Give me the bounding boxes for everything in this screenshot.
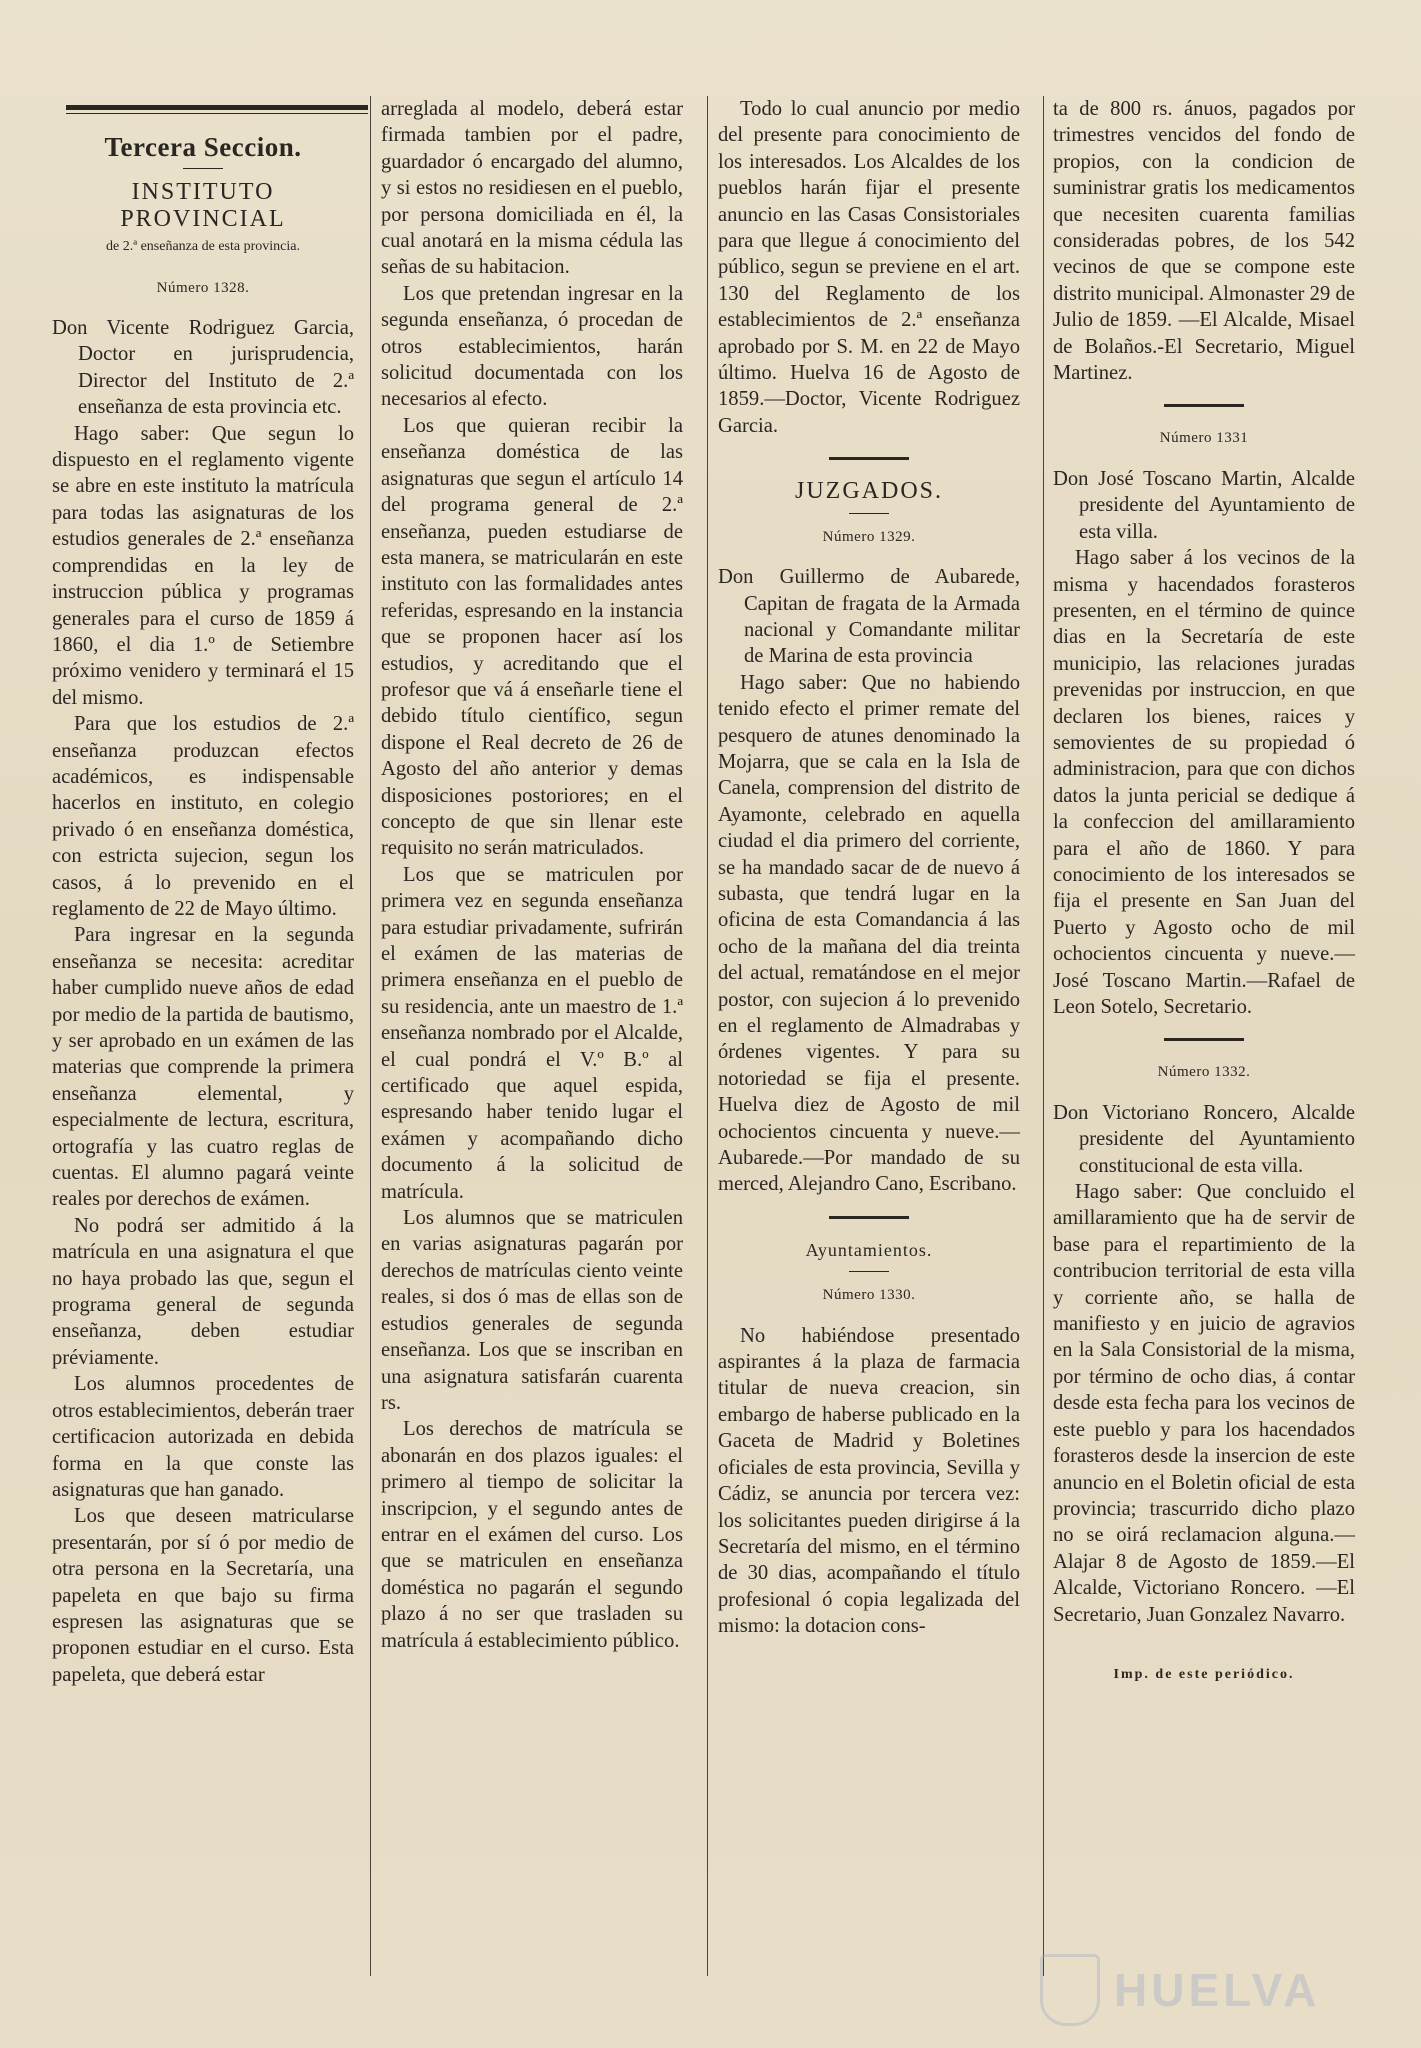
paragraph: Los derechos de matrícula se abonarán en dos plazos iguales: el primero al tiempo de solicitar la inscripcion, y el segundo antes de entrar en el exámen del curso. Los que se matriculen en enseñanza doméstica no pagarán el segundo plazo á no ser que trasladen su matrícula á establecimiento público. — [381, 1418, 683, 1652]
paragraph: No podrá ser admitido á la matrícula en una asignatura el que no haya probado las que, segun el programa general de segunda enseñanza, deben estudiar préviamente. — [52, 1214, 354, 1369]
paragraph: Todo lo cual anuncio por medio del presente para conocimiento de los interesados. Los Alcaldes de los pueblos harán fijar el presente anuncio en las Casas Consistoriales para que llegue á conocimiento del público, segun se previene en el art. 130 del Reglamento de los establecimientos de 2.ª enseñanza aprobado por S. M. en 22 de Mayo último. Huelva 16 de Agosto de 1859.—Doctor, Vicente Rodriguez Garcia. — [718, 98, 1020, 437]
paragraph: arreglada al modelo, deberá estar firmada tambien por el padre, guardador ó encargado del alumno, y si estos no residiesen en el pueblo, por persona domiciliada en él, la cual anotará en la misma cédula las señas de su habitacion. — [381, 98, 683, 279]
paragraph: Los que pretendan ingresar en la segunda enseñanza, ó procedan de otros establecimientos, harán solicitud documentada con los necesarios al efecto. — [381, 282, 683, 411]
top-rule — [66, 105, 368, 110]
archive-watermark — [1040, 1950, 1370, 2030]
institute-heading: INSTITUTO PROVINCIAL — [120, 179, 286, 232]
top-rule-thin — [66, 113, 368, 114]
section-rule — [1164, 404, 1244, 407]
councils-heading: Ayuntamientos. — [805, 1239, 933, 1260]
watermark-text: HUELVA — [1114, 1964, 1321, 2016]
paragraph: Hago saber: Que segun lo dispuesto en el reglamento vigente se abre en este instituto la matrícula para todas las asignaturas de los estudios generales de 2.ª enseñanza comprendidas en la ley de instruccion pública y programas generales para el curso de 1859 á 1860, el dia 1.º de Setiembre próximo venidero y terminará el 15 del mismo. — [52, 422, 354, 709]
paragraph: Don Vicente Rodriguez Garcia, Doctor en jurisprudencia, Director del Instituto de 2.ª enseñanza de esta provincia etc. — [52, 317, 354, 419]
notice-number: Número 1328. — [156, 279, 250, 296]
column-divider — [707, 96, 708, 1976]
paragraph: Don José Toscano Martin, Alcalde presidente del Ayuntamiento de esta villa. — [1053, 467, 1355, 543]
paragraph: Los que se matriculen por primera vez en segunda enseñanza para estudiar privadamente, sufrirán el exámen de las materias de primera enseñanza en el pueblo de su residencia, ante un maestro de 1.ª enseñanza nombrado por el Alcalde, el cual pondrá el V.º B.º al certificado que aquel espida, espresando haber tenido lugar el exámen y acompañando dicho documento á la solicitud de matrícula. — [381, 863, 683, 1203]
paragraph: Hago saber: Que concluido el amillaramiento que ha de servir de base para el repartimiento de la contribucion territorial de esta villa y corriente año, se halla de manifiesto y en juicio de agravios en la Sala Consistorial de la misma, por término de ocho dias, á contar desde esta fecha para los vecinos de este pueblo y para los hacendados forasteros desde la insercion de este anuncio en el Boletin oficial de esta provincia; trascurrido dicho plazo no se oirá reclamacion alguna.—Alajar 8 de Agosto de 1859.—El Alcalde, Victoriano Roncero. —El Secretario, Juan Gonzalez Navarro. — [1053, 1181, 1355, 1626]
imprint: Imp. de este periódico. — [1113, 1666, 1295, 1682]
notice-number: Número 1329. — [822, 528, 916, 545]
short-rule — [849, 513, 889, 514]
courts-heading: JUZGADOS. — [794, 478, 943, 505]
column-divider — [370, 96, 371, 1976]
paragraph: Don Victoriano Roncero, Alcalde presidente del Ayuntamiento constitucional de esta villa. — [1053, 1101, 1355, 1177]
column-4 — [1053, 96, 1355, 1688]
section-title: Tercera Seccion. — [104, 132, 302, 162]
paragraph: Los alumnos procedentes de otros establecimientos, deberán traer certificacion autorizada en debida forma en la que conste las asignaturas que han ganado. — [52, 1373, 354, 1501]
paragraph: Para ingresar en la segunda enseñanza se necesita: acreditar haber cumplido nueve años de edad por medio de la partida de bautismo, y ser aprobado en un exámen de las materias que comprende la primera enseñanza elemental, y especialmente de lectura, escritura, ortografía y las cuatro reglas de cuentas. El alumno pagará veinte reales por derechos de exámen. — [52, 924, 354, 1211]
notice-number: Número 1330. — [822, 1287, 916, 1304]
institute-subheading: de 2.ª enseñanza de esta provincia. — [106, 239, 300, 255]
notice-number: Número 1332. — [1157, 1064, 1251, 1081]
section-rule — [829, 1216, 909, 1219]
section-rule — [1164, 1038, 1244, 1041]
notice-number: Número 1331 — [1159, 430, 1249, 447]
short-rule — [849, 1271, 889, 1272]
paragraph: Para que los estudios de 2.ª enseñanza produzcan efectos académicos, es indispensable hacerlos en instituto, en colegio privado ó en enseñanza doméstica, con estricta sujecion, segun los casos, á lo prevenido en el reglamento de 22 de Mayo último. — [52, 713, 354, 920]
column-1 — [52, 120, 354, 1688]
paragraph: Los que deseen matricularse presentarán, por sí ó por medio de otra persona en la Secretaría, una papeleta en que bajo su firma espresen las asignaturas que se proponen estudiar en el curso. Esta papeleta, que deberá estar — [52, 1505, 354, 1686]
paragraph: Don Guillermo de Aubarede, Capitan de fragata de la Armada nacional y Comandante militar de Marina de esta provincia — [718, 566, 1020, 668]
column-2 — [381, 96, 683, 1654]
paragraph: ta de 800 rs. ánuos, pagados por trimestres vencidos del fondo de propios, con la condicion de suministrar gratis los medicamentos que necesiten cuarenta familias consideradas pobres, de los 542 vecinos de que se compone este distrito municipal. Almonaster 29 de Julio de 1859. —El Alcalde, Misael de Bolaños.-El Secretario, Miguel Martinez. — [1053, 98, 1355, 385]
paragraph: Hago saber á los vecinos de la misma y hacendados forasteros presenten, en el término de quince dias en la Secretaría de este municipio, las relaciones juradas prevenidas por instruccion, en que declaren los bienes, raices y semovientes de su propiedad ó administracion, para que con dichos datos la junta pericial se dedique á la confeccion del amillaramiento para el año de 1860. Y para conocimiento de los interesados se fija el presente en San Juan del Puerto y Agosto ocho de mil ochocientos cincuenta y nueve.—José Toscano Martin.—Rafael de Leon Sotelo, Secretario. — [1053, 547, 1355, 1018]
column-divider — [1043, 96, 1044, 1976]
column-3 — [718, 96, 1020, 1640]
section-rule — [829, 457, 909, 460]
shield-icon — [1040, 1954, 1100, 2026]
paragraph: Los alumnos que se matriculen en varias asignaturas pagarán por derechos de matrículas ciento veinte reales, si dos ó mas de ellas son de estudios generales de segunda enseñanza. Los que se inscriban en una asignatura satisfarán cuarenta rs. — [381, 1207, 683, 1414]
paragraph: No habiéndose presentado aspirantes á la plaza de farmacia titular de nueva creacion, sin embargo de haberse publicado en la Gaceta de Madrid y Boletines oficiales de esta provincia, Sevilla y Cádiz, se anuncia por tercera vez: los solicitantes pueden dirigirse á la Secretaría del mismo, en el término de 30 dias, acompañando el título profesional ó copia legalizada del mismo: la dotacion cons- — [718, 1324, 1020, 1638]
paragraph: Hago saber: Que no habiendo tenido efecto el primer remate del pesquero de atunes denominado la Mojarra, que se cala en la Isla de Canela, comprension del distrito de Ayamonte, celebrado en aquella ciudad el dia primero del corriente, se ha mandado sacar de de nuevo á subasta, que tendrá lugar en la oficina de esta Comandancia á las ocho de la mañana del dia treinta del actual, rematándose en el mejor postor, con sujecion á lo prevenido en el reglamento de Almadrabas y órdenes vigentes. Y para su notoriedad se fija el presente. Huelva diez de Agosto de mil ochocientos cincuenta y nueve.—Aubarede.—Por mandado de su merced, Alejandro Cano, Escribano. — [718, 671, 1020, 1196]
short-rule — [183, 168, 223, 169]
paragraph: Los que quieran recibir la enseñanza doméstica de las asignaturas que segun el artículo 14 del programa general de 2.ª enseñanza, pueden estudiarse de esta manera, se matricularán en este instituto con las formalidades antes referidas, espresando en la instancia que se proponen hacer así los estudios, y acreditando que el profesor que vá á enseñarle tiene el debido título científico, segun dispone el Real decreto de 26 de Agosto del año anterior y demas disposiciones postoriores; en el concepto de que sin llenar este requisito no serán matriculados. — [381, 414, 683, 860]
